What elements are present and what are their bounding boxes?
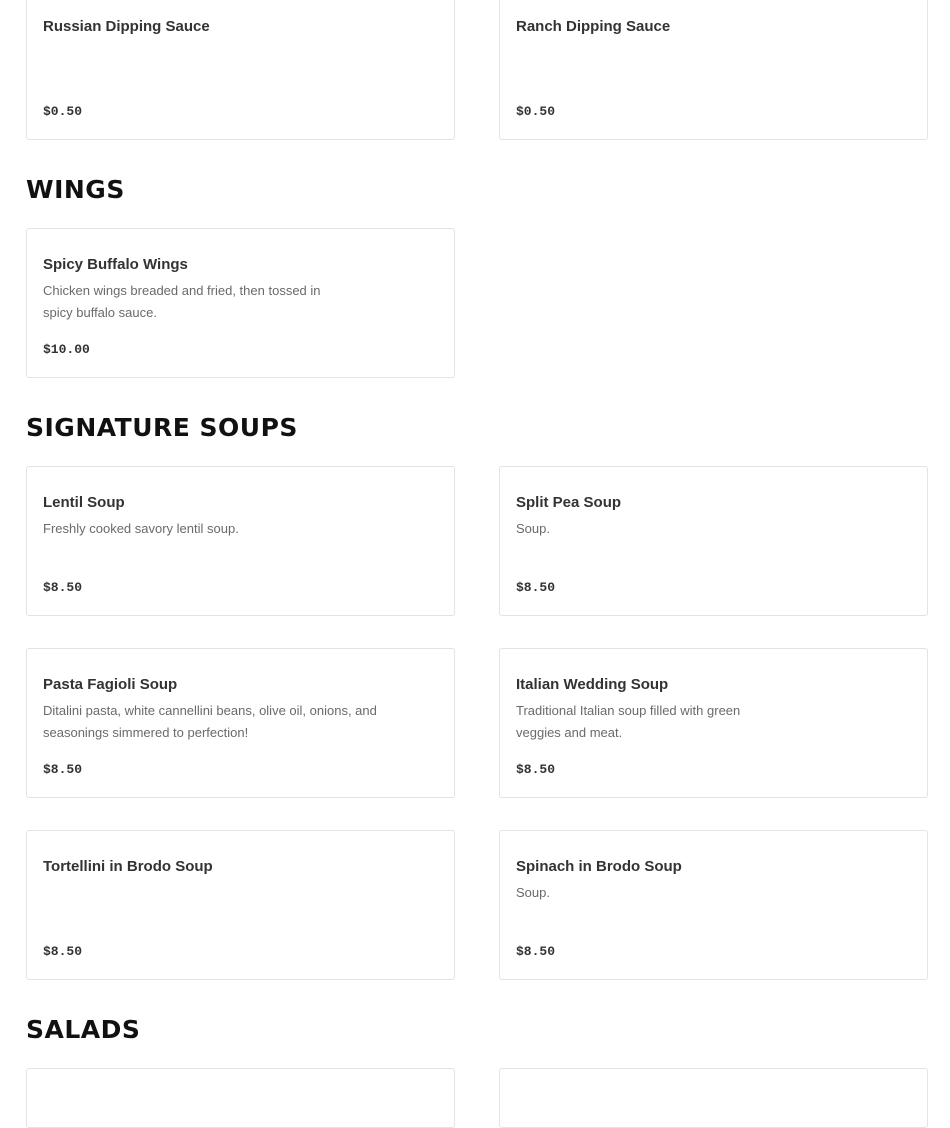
menu-item-price: $0.50 [516, 104, 556, 119]
menu-item-card[interactable] [26, 1068, 455, 1128]
menu-item-card[interactable] [499, 466, 928, 616]
menu-item-name: Split Pea Soup [516, 494, 622, 511]
menu-item-price: $8.50 [43, 580, 83, 595]
menu-item-price: $8.50 [43, 762, 83, 777]
menu-item-description: Freshly cooked savory lentil soup. [43, 521, 239, 536]
menu-item-description: Traditional Italian soup filled with green veggies and meat. [516, 703, 741, 740]
menu-item-description: Soup. [516, 885, 550, 900]
menu-item-card[interactable] [26, 466, 455, 616]
menu-item-description: Ditalini pasta, white cannellini beans, olive oil, onions, and seasonings simmered to perfection! [43, 703, 377, 740]
menu-item-name: Pasta Fagioli Soup [43, 676, 178, 693]
menu-item-price: $10.00 [43, 342, 90, 357]
menu-item-name: Russian Dipping Sauce [43, 18, 210, 35]
menu-item-card[interactable] [499, 648, 928, 798]
menu-item-card[interactable] [26, 228, 455, 378]
menu-item-price: $8.50 [516, 944, 556, 959]
menu-item-name: Ranch Dipping Sauce [516, 18, 671, 35]
menu-item-price: $8.50 [516, 762, 556, 777]
menu-item-card[interactable] [26, 0, 455, 140]
section-title-salads: SALADS [26, 1015, 141, 1044]
menu-item-description: Chicken wings breaded and fried, then tossed in spicy buffalo sauce. [43, 283, 321, 320]
menu-item-price: $8.50 [516, 580, 556, 595]
menu-item-name: Spinach in Brodo Soup [516, 858, 682, 875]
section-title-soups: SIGNATURE SOUPS [26, 413, 298, 442]
menu-item-description: Soup. [516, 521, 550, 536]
menu-item-name: Tortellini in Brodo Soup [43, 858, 213, 875]
menu-item-name: Italian Wedding Soup [516, 676, 669, 693]
menu-item-price: $8.50 [43, 944, 83, 959]
menu-item-card[interactable] [26, 648, 455, 798]
menu-item-name: Spicy Buffalo Wings [43, 256, 188, 273]
menu-item-card[interactable] [499, 1068, 928, 1128]
menu-item-card[interactable] [499, 830, 928, 980]
menu-item-name: Lentil Soup [43, 494, 125, 511]
menu-item-card[interactable] [26, 830, 455, 980]
menu-item-price: $0.50 [43, 104, 83, 119]
menu-item-card[interactable] [499, 0, 928, 140]
section-title-wings: WINGS [26, 175, 125, 204]
